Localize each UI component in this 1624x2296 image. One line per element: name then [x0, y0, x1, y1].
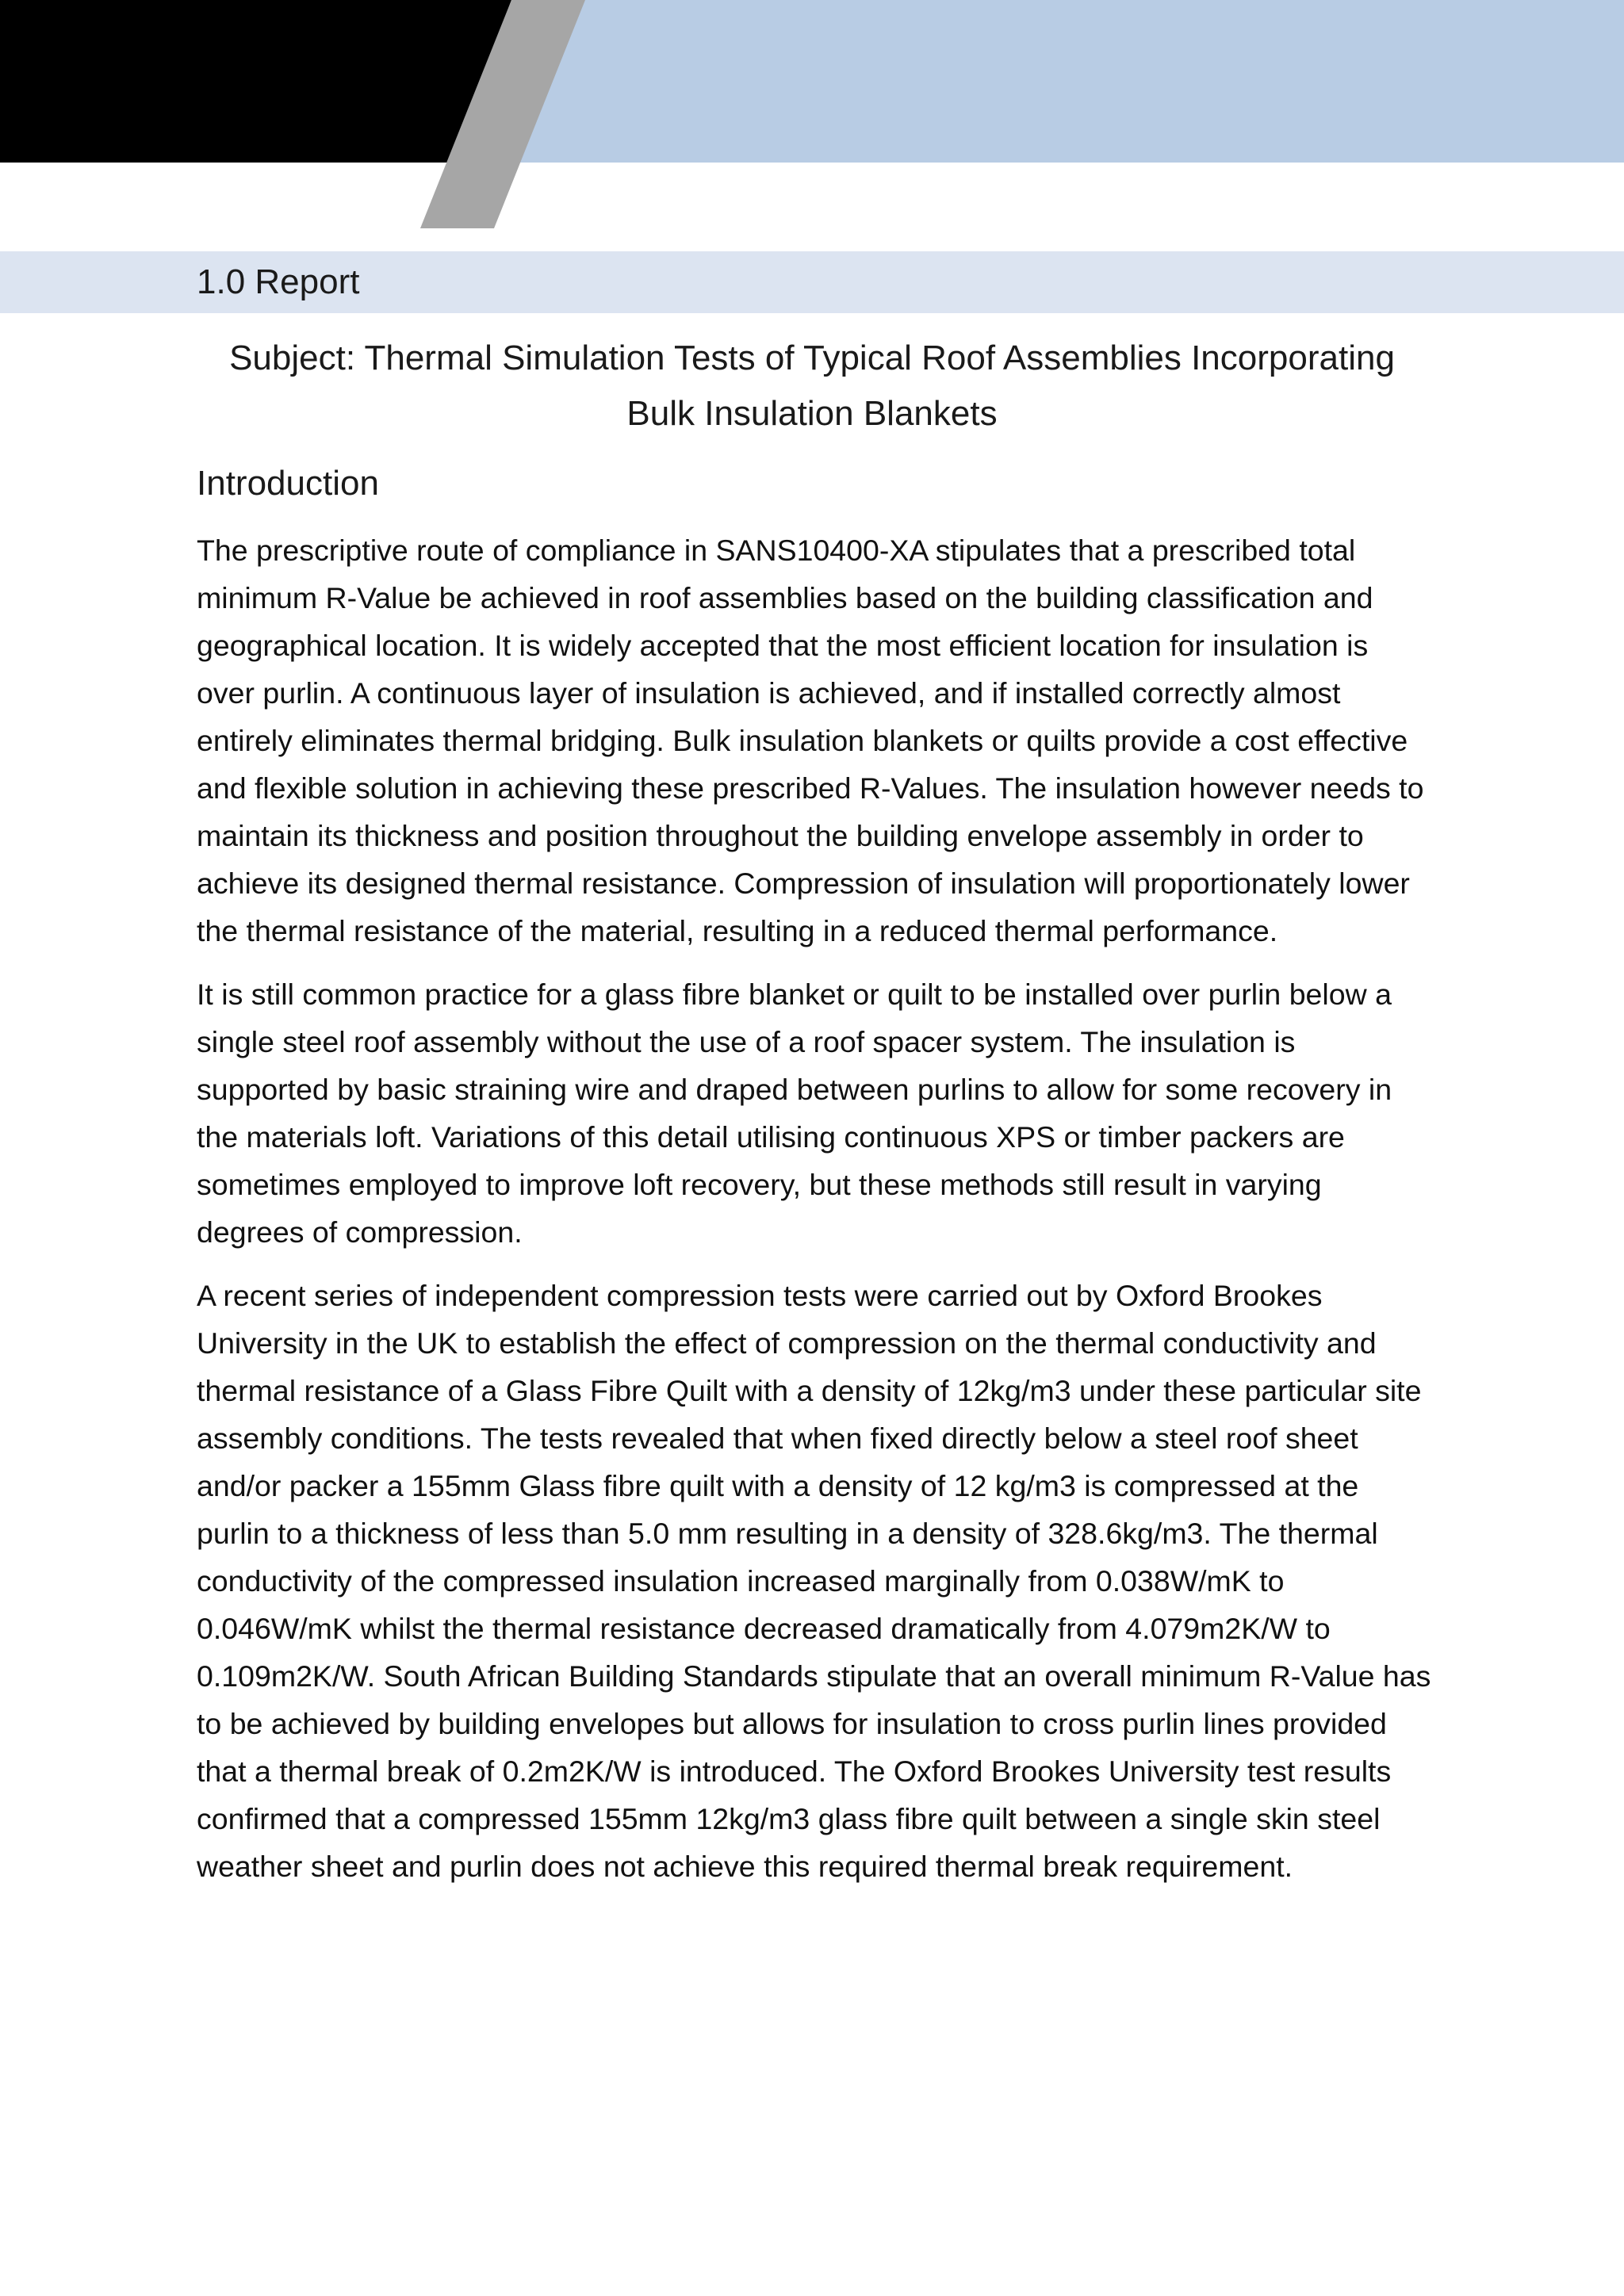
subject-line-1: Subject: Thermal Simulation Tests of Typical Roof Assemblies Incorporating [229, 339, 1395, 377]
header-black-block [0, 0, 511, 163]
header-graphic [0, 0, 1624, 238]
subject-line-2: Bulk Insulation Blankets [626, 394, 998, 433]
paragraph: A recent series of independent compression tests were carried out by Oxford Brookes University in the UK to establish the effect of compression on the thermal conductivity and thermal resistance of a Glass Fibre Quilt with a density of 12kg/m3 under these particular site assembly conditions. The tests revealed that when fixed directly below a steel roof sheet and/or packer a 155mm Glass fibre quilt with a density of 12 kg/m3 is compressed at the purlin to a thickness of less than 5.0 mm resulting in a density of 328.6kg/m3. The thermal conductivity of the compressed insulation increased marginally from 0.038W/mK to 0.046W/mK whilst the thermal resistance decreased dramatically from 4.079m2K/W to 0.109m2K/W. South African Building Standards stipulate that an overall minimum R-Value has to be achieved by building envelopes but allows for insulation to cross purlin lines provided that a thermal break of 0.2m2K/W is introduced. The Oxford Brookes University test results confirmed that a compressed 155mm 12kg/m3 glass fibre quilt between a single skin steel weather sheet and purlin does not achieve this required thermal break requirement. [197, 1279, 1431, 1883]
paragraph: It is still common practice for a glass fibre blanket or quilt to be installed over purlin below a single steel roof assembly without the use of a roof spacer system. The insulation is supported by basic straining wire and draped between purlins to allow for some recovery in the materials loft. Variations of this detail utilising continuous XPS or timber packers are sometimes employed to improve loft recovery, but these methods still result in varying degrees of compression. [197, 978, 1392, 1249]
header-blue-block [519, 0, 1624, 163]
introduction-heading: Introduction [197, 464, 379, 503]
subject-heading [197, 331, 1427, 442]
introduction-body [197, 526, 1434, 1906]
paragraph: The prescriptive route of compliance in SANS10400-XA stipulates that a prescribed total minimum R-Value be achieved in roof assemblies based on the building classification and geographical location. It is widely accepted that the most efficient location for insulation is over purlin. A continuous layer of insulation is achieved, and if installed correctly almost entirely eliminates thermal bridging. Bulk insulation blankets or quilts provide a cost effective and flexible solution in achieving these prescribed R-Values. The insulation however needs to maintain its thickness and position throughout the building envelope assembly in order to achieve its designed thermal resistance. Compression of insulation will proportionately lower the thermal resistance of the material, resulting in a reduced thermal performance. [197, 534, 1424, 947]
section-title: 1.0 Report [197, 262, 360, 301]
